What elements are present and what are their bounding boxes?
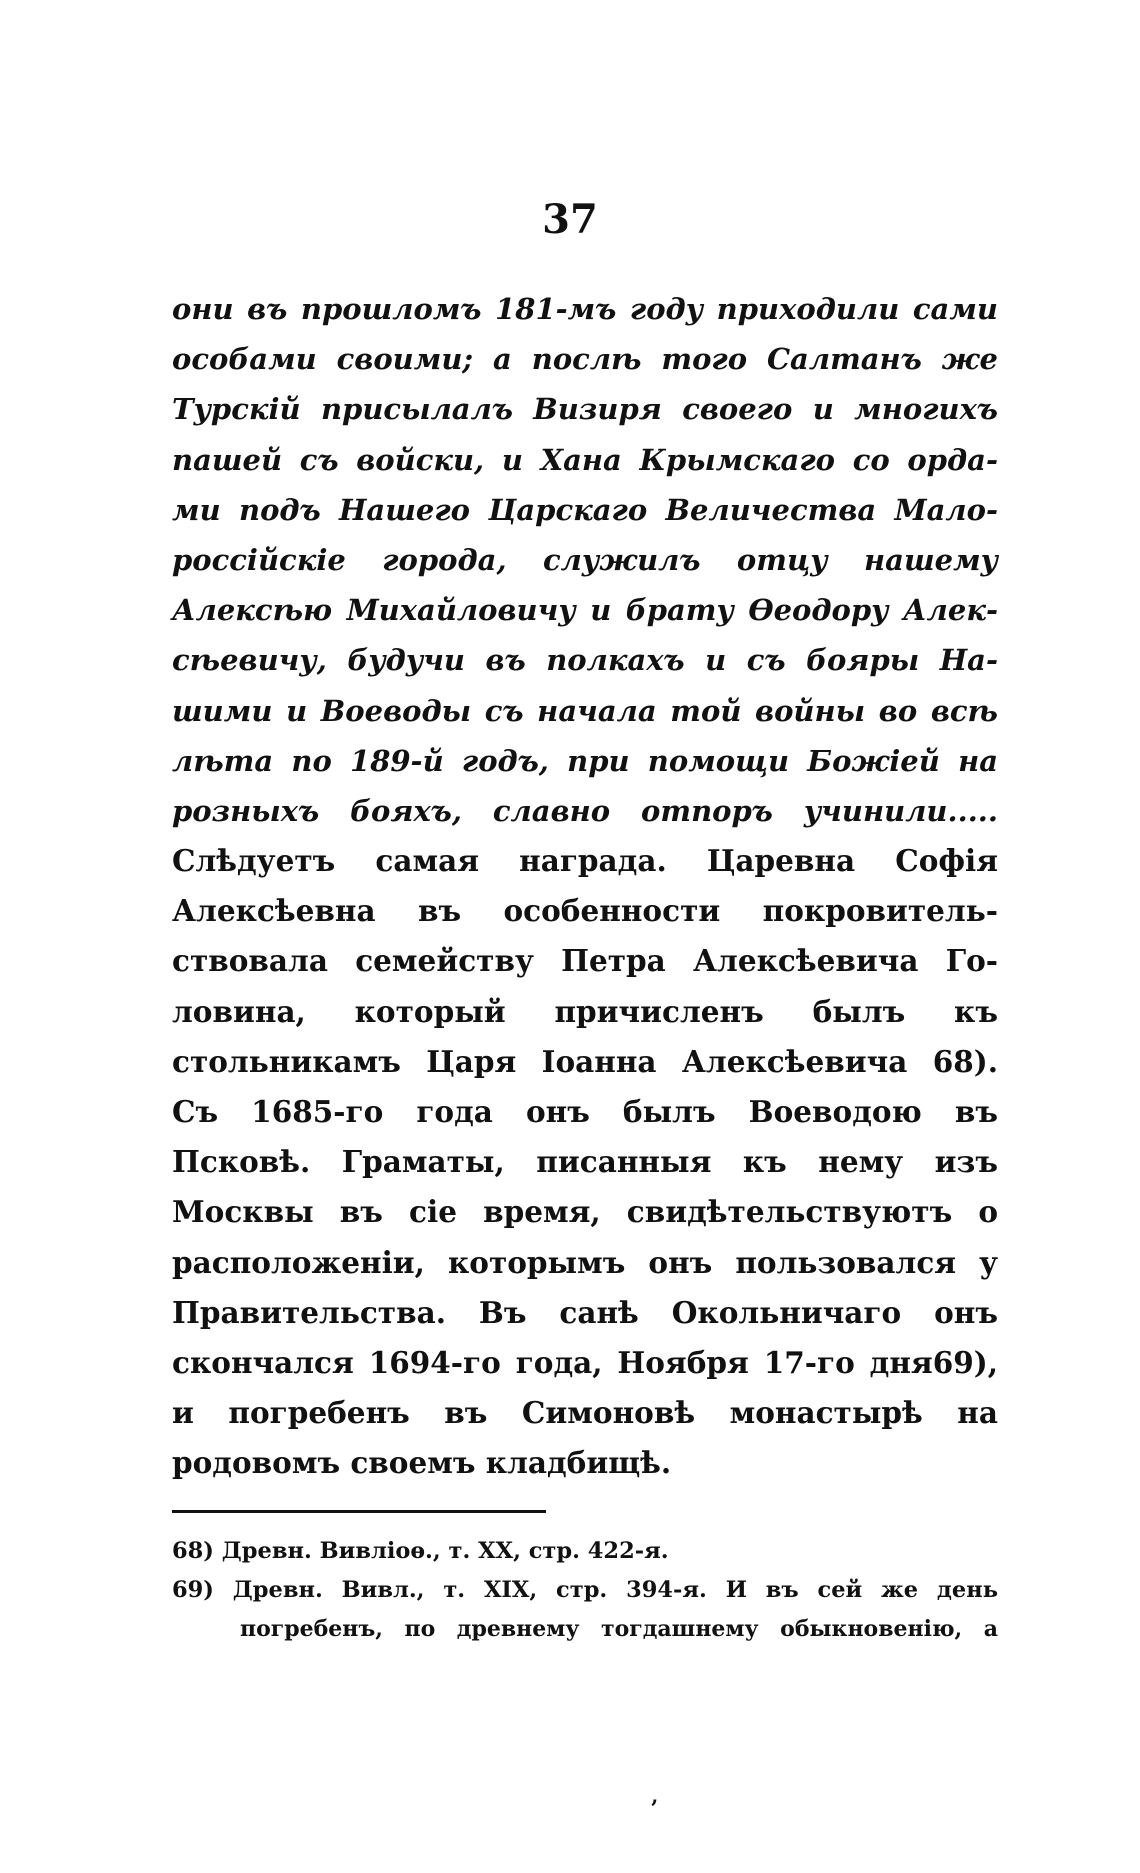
text-line: скончался 1694-го года, Ноября 17-го дня69), — [172, 1344, 998, 1380]
text-line: Москвы въ сіе время, свидѣтельствуютъ о — [172, 1194, 998, 1230]
text-line: они въ прошломъ 181-мъ году приходили сами — [172, 292, 998, 326]
footnote-line: 68) Древн. Вивліоѳ., т. XX, стр. 422-я. — [172, 1538, 669, 1564]
text-line: родовомъ своемъ кладбищѣ. — [172, 1445, 672, 1481]
text-line: Псковѣ. Граматы, писанныя къ нему изъ — [172, 1144, 998, 1180]
footnote-line: 69) Древн. Вивл., т. XIX, стр. 394-я. И въ сей же день — [172, 1577, 998, 1603]
text-line: стольникамъ Царя Іоанна Алексѣевича 68). — [172, 1043, 998, 1079]
text-line: пашей съ войски, и Хана Крымскаго со орда- — [172, 442, 998, 477]
text-line: ми подъ Нашего Царскаго Величества Мало- — [172, 492, 998, 527]
text-line: и погребенъ въ Симоновѣ монастырѣ на — [172, 1395, 998, 1431]
text-line: Алексѣю Михайловичу и брату Ѳеодору Алек- — [172, 593, 998, 628]
text-line: розныхъ бояхъ, славно отпоръ учинили..... — [172, 793, 998, 828]
footnote-line: погребенъ, по древнему тогдашнему обыкновенію, а — [240, 1616, 998, 1642]
text-line: Съ 1685-го года онъ былъ Воеводою въ — [172, 1094, 998, 1129]
stray-mark: ʼ — [650, 1796, 658, 1822]
text-line: Слѣдуетъ самая награда. Царевна Софія — [172, 843, 998, 879]
text-line: ствовала семейству Петра Алексѣевича Го- — [172, 943, 998, 979]
footnotes — [172, 1532, 998, 1649]
text-line: Правительства. Въ санѣ Окольничаго онъ — [172, 1294, 998, 1330]
text-line: особами своими; а послѣ того Салтанъ же — [172, 342, 998, 377]
text-line: россійскіе города, служилъ отцу нашему — [172, 542, 998, 577]
text-line: Турскій присылалъ Визиря своего и многихъ — [172, 392, 998, 427]
text-line: лѣта по 189-й годъ, при помощи Божіей на — [172, 743, 998, 778]
text-line: ловина, который причисленъ былъ къ — [172, 993, 998, 1029]
text-line: сѣевичу, будучи въ полкахъ и съ бояры На- — [172, 643, 998, 678]
text-line: расположеніи, которымъ онъ пользовался у — [172, 1244, 998, 1280]
page-number: 37 — [542, 196, 598, 243]
footnote-separator — [172, 1510, 546, 1513]
text-line: Алексѣевна въ особенности покровитель- — [172, 893, 998, 929]
text-line: шими и Воеводы съ начала той войны во всѣ — [172, 693, 998, 728]
main-text — [172, 284, 998, 1489]
